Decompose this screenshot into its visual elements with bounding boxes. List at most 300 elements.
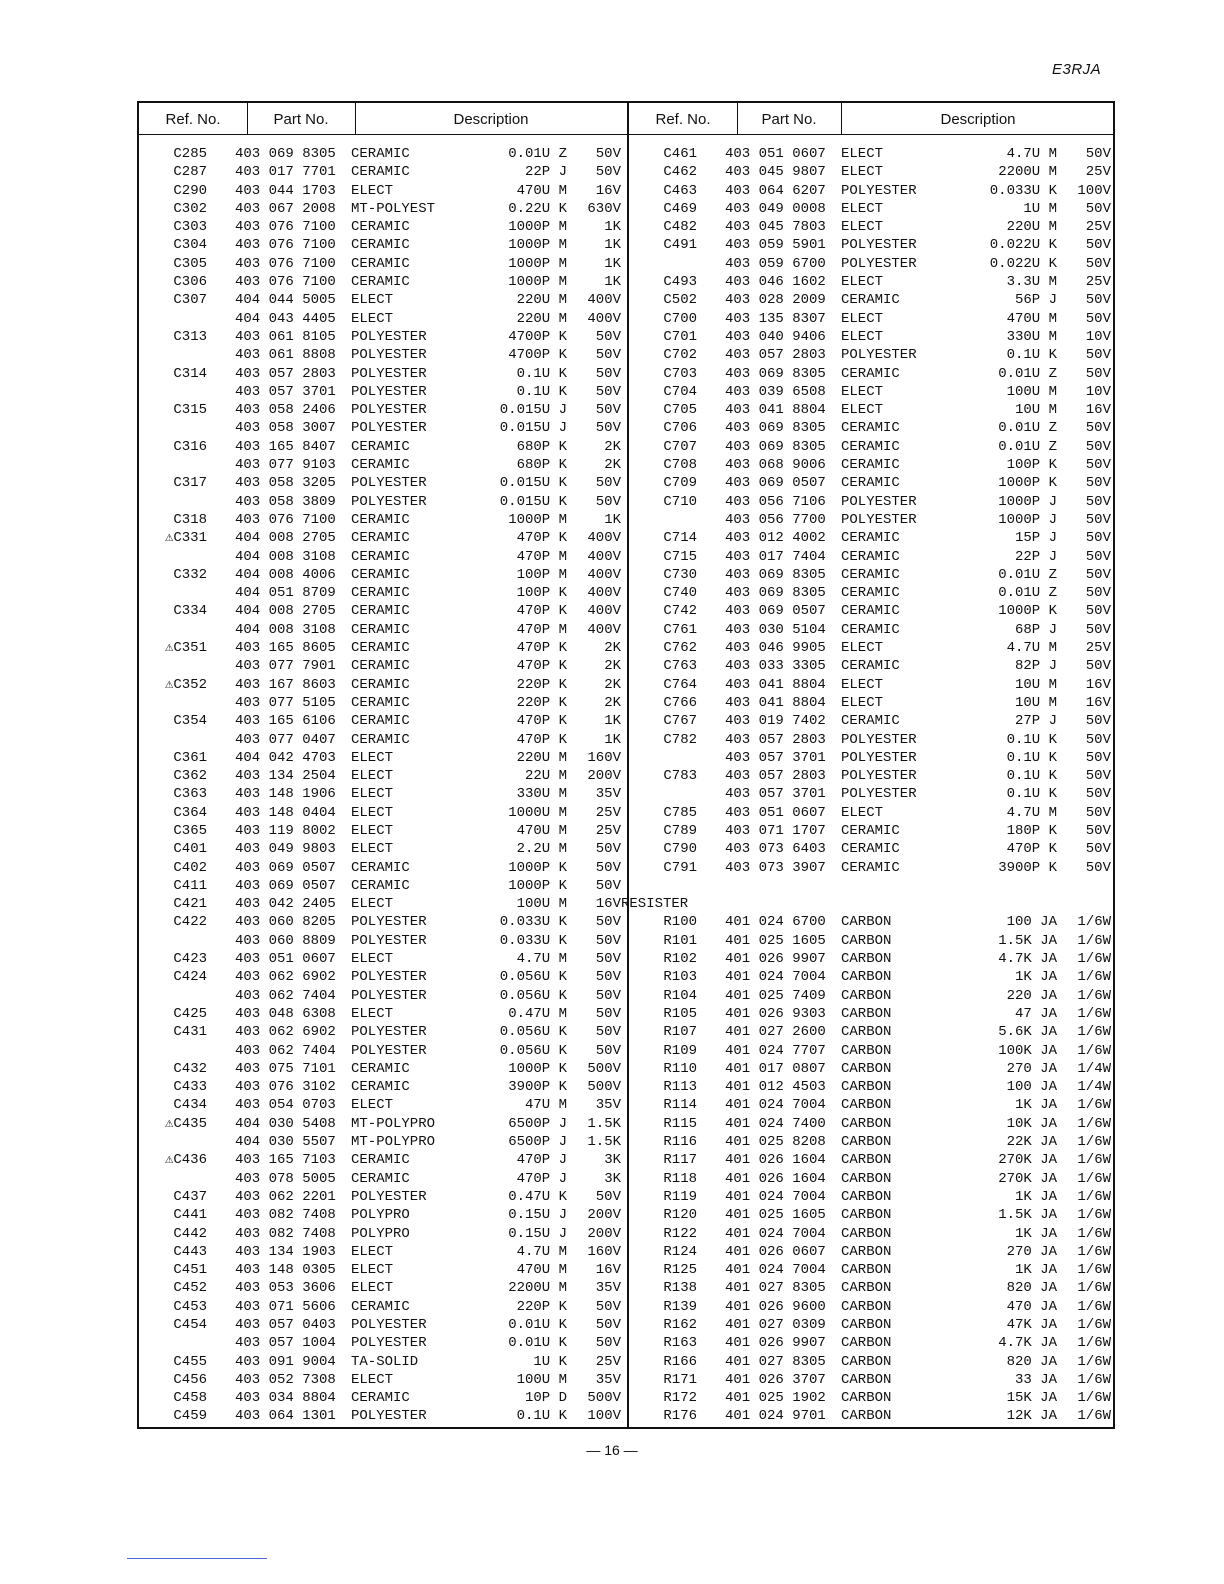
ref-cell: C706 xyxy=(663,420,697,437)
rating-cell: 3K xyxy=(604,1152,621,1169)
part-no-cell: 403 045 7803 xyxy=(725,219,826,236)
table-row xyxy=(629,511,1117,529)
ref-cell: C463 xyxy=(663,182,697,199)
value-cell: 470P J xyxy=(516,1170,567,1187)
value-cell: 2.2U M xyxy=(516,841,567,858)
value-cell: 1000P M xyxy=(508,219,567,236)
rating-cell: 35V xyxy=(595,1280,621,1297)
type-cell: CERAMIC xyxy=(351,1170,410,1187)
value-cell: 470P J xyxy=(516,1152,567,1169)
part-no-cell: 403 077 7901 xyxy=(235,658,336,675)
ref-cell: R104 xyxy=(663,987,697,1004)
value-cell: 220U M xyxy=(516,749,567,766)
rating-cell: 1/6W xyxy=(1077,1024,1111,1041)
value-cell: 100K JA xyxy=(998,1042,1057,1059)
table-row xyxy=(139,328,627,346)
rating-cell: 50V xyxy=(1085,603,1111,620)
ref-cell: ⚠C351 xyxy=(164,640,207,657)
type-cell: POLYESTER xyxy=(351,420,427,437)
table-row xyxy=(139,474,627,492)
rating-cell: 500V xyxy=(587,1060,621,1077)
part-no-cell: 403 077 5105 xyxy=(235,694,336,711)
ref-cell: C469 xyxy=(663,200,697,217)
part-no-cell: 403 041 8804 xyxy=(725,402,826,419)
table-row xyxy=(629,236,1117,254)
table-row xyxy=(139,438,627,456)
part-no-cell: 401 026 1604 xyxy=(725,1170,826,1187)
rating-cell: 50V xyxy=(1085,438,1111,455)
value-cell: 220 JA xyxy=(1006,987,1057,1004)
type-cell: ELECT xyxy=(351,1371,394,1388)
part-no-cell: 403 062 7404 xyxy=(235,987,336,1004)
rating-cell: 50V xyxy=(1085,420,1111,437)
rating-cell: 50V xyxy=(595,841,621,858)
type-cell: ELECT xyxy=(351,1262,394,1279)
part-no-cell: 403 042 2405 xyxy=(235,896,336,913)
part-no-cell: 403 076 7100 xyxy=(235,255,336,272)
type-cell: CERAMIC xyxy=(841,420,900,437)
type-cell: POLYESTER xyxy=(841,731,917,748)
header-ref-left: Ref. No. xyxy=(165,111,221,128)
table-row xyxy=(139,566,627,584)
value-cell: 470P M xyxy=(516,621,567,638)
type-cell: CERAMIC xyxy=(351,676,410,693)
ref-cell: R113 xyxy=(663,1079,697,1096)
value-cell: 0.01U Z xyxy=(998,438,1057,455)
rating-cell: 400V xyxy=(587,292,621,309)
type-cell: ELECT xyxy=(841,676,884,693)
table-row xyxy=(139,1279,627,1297)
table-row xyxy=(139,346,627,364)
type-cell: CARBON xyxy=(841,1115,892,1132)
part-no-cell: 403 012 4002 xyxy=(725,530,826,547)
part-no-cell: 403 034 8804 xyxy=(235,1390,336,1407)
part-no-cell: 403 033 3305 xyxy=(725,658,826,675)
value-cell: 3900P K xyxy=(508,1079,567,1096)
ref-cell: R171 xyxy=(663,1371,697,1388)
ref-cell: C307 xyxy=(173,292,207,309)
type-cell: CERAMIC xyxy=(351,1152,410,1169)
rating-cell: 1/6W xyxy=(1077,1005,1111,1022)
part-no-cell: 403 075 7101 xyxy=(235,1060,336,1077)
header-desc-left: Description xyxy=(453,111,529,128)
table-row xyxy=(629,1261,1117,1279)
type-cell: CERAMIC xyxy=(351,713,410,730)
rating-cell: 1/4W xyxy=(1077,1060,1111,1077)
type-cell: CERAMIC xyxy=(841,585,900,602)
rating-cell: 50V xyxy=(595,1335,621,1352)
value-cell: 0.015U J xyxy=(499,402,567,419)
table-row xyxy=(139,822,627,840)
part-no-cell: 403 060 8809 xyxy=(235,932,336,949)
part-no-cell: 403 071 5606 xyxy=(235,1298,336,1315)
ref-cell: C437 xyxy=(173,1188,207,1205)
part-no-cell: 401 026 1604 xyxy=(725,1152,826,1169)
ref-cell: C789 xyxy=(663,822,697,839)
type-cell: POLYESTER xyxy=(351,1188,427,1205)
type-cell: ELECT xyxy=(351,841,394,858)
rating-cell: 1/4W xyxy=(1077,1079,1111,1096)
rating-cell: 50V xyxy=(1085,237,1111,254)
table-row xyxy=(629,255,1117,273)
table-row xyxy=(629,1206,1117,1224)
part-no-cell: 403 057 2803 xyxy=(725,347,826,364)
table-row xyxy=(629,1133,1117,1151)
table-row xyxy=(139,731,627,749)
ref-cell: R105 xyxy=(663,1005,697,1022)
table-row xyxy=(629,1225,1117,1243)
table-row xyxy=(139,419,627,437)
type-cell: POLYESTER xyxy=(841,493,917,510)
rating-cell: 1K xyxy=(604,274,621,291)
table-row xyxy=(629,1353,1117,1371)
value-cell: 15P J xyxy=(1014,530,1057,547)
part-no-cell: 403 053 3606 xyxy=(235,1280,336,1297)
ref-cell: R117 xyxy=(663,1152,697,1169)
rating-cell: 10V xyxy=(1085,383,1111,400)
part-no-cell: 403 069 8305 xyxy=(725,566,826,583)
rating-cell: 50V xyxy=(1085,822,1111,839)
part-no-cell: 404 008 2705 xyxy=(235,530,336,547)
type-cell: CARBON xyxy=(841,1390,892,1407)
rating-cell: 50V xyxy=(595,1042,621,1059)
type-cell: POLYESTER xyxy=(351,1042,427,1059)
rating-cell: 50V xyxy=(1085,146,1111,162)
rating-cell: 50V xyxy=(595,1024,621,1041)
type-cell: CERAMIC xyxy=(841,603,900,620)
table-row xyxy=(629,859,1117,877)
type-cell: ELECT xyxy=(351,768,394,785)
rating-cell: 50V xyxy=(1085,292,1111,309)
value-cell: 100U M xyxy=(516,1371,567,1388)
value-cell: 4.7K JA xyxy=(998,1335,1057,1352)
rating-cell: 25V xyxy=(1085,274,1111,291)
type-cell: MT-POLYPRO xyxy=(351,1134,436,1151)
ref-cell: C459 xyxy=(173,1408,207,1425)
rating-cell: 50V xyxy=(1085,310,1111,327)
part-no-cell: 403 077 0407 xyxy=(235,731,336,748)
type-cell: ELECT xyxy=(841,274,884,291)
table-row xyxy=(139,1133,627,1151)
table-row xyxy=(629,804,1117,822)
rating-cell: 1/6W xyxy=(1077,1152,1111,1169)
table-row xyxy=(139,1407,627,1425)
ref-cell: R100 xyxy=(663,914,697,931)
part-no-cell: 401 027 8305 xyxy=(725,1353,826,1370)
table-row xyxy=(629,383,1117,401)
ref-cell: C451 xyxy=(173,1262,207,1279)
table-row xyxy=(629,602,1117,620)
table-row xyxy=(629,749,1117,767)
value-cell: 270K JA xyxy=(998,1170,1057,1187)
table-row xyxy=(139,1316,627,1334)
ref-cell: C462 xyxy=(663,164,697,181)
type-cell: MT-POLYPRO xyxy=(351,1115,436,1132)
type-cell: CERAMIC xyxy=(351,146,410,162)
rating-cell: 2K xyxy=(604,640,621,657)
type-cell: CERAMIC xyxy=(351,877,410,894)
value-cell: 1U M xyxy=(1023,200,1057,217)
value-cell: 1000U M xyxy=(508,804,567,821)
type-cell: ELECT xyxy=(841,383,884,400)
value-cell: 22P J xyxy=(1014,548,1057,565)
rating-cell: 50V xyxy=(595,420,621,437)
table-row xyxy=(629,1316,1117,1334)
type-cell: ELECT xyxy=(841,640,884,657)
ref-cell: C708 xyxy=(663,457,697,474)
type-cell: CARBON xyxy=(841,1188,892,1205)
ref-cell: C766 xyxy=(663,694,697,711)
part-no-cell: 403 056 7700 xyxy=(725,511,826,528)
ref-cell: R115 xyxy=(663,1115,697,1132)
type-cell: CERAMIC xyxy=(351,530,410,547)
part-no-cell: 401 026 9907 xyxy=(725,951,826,968)
type-cell: POLYPRO xyxy=(351,1225,410,1242)
type-cell: ELECT xyxy=(841,804,884,821)
value-cell: 47 JA xyxy=(1014,1005,1057,1022)
value-cell: 1.5K JA xyxy=(998,1207,1057,1224)
type-cell: CARBON xyxy=(841,1079,892,1096)
ref-cell: C305 xyxy=(173,255,207,272)
ref-cell: C290 xyxy=(173,182,207,199)
part-no-cell: 403 076 7100 xyxy=(235,219,336,236)
rating-cell: 1/6W xyxy=(1077,1170,1111,1187)
rating-cell: 100V xyxy=(1077,182,1111,199)
ref-cell: C740 xyxy=(663,585,697,602)
ref-cell: C791 xyxy=(663,859,697,876)
value-cell: 1K JA xyxy=(1014,1097,1057,1114)
rating-cell: 1/6W xyxy=(1077,1298,1111,1315)
rating-cell: 50V xyxy=(1085,768,1111,785)
table-row xyxy=(629,1389,1117,1407)
ref-cell: C790 xyxy=(663,841,697,858)
ref-cell: C701 xyxy=(663,328,697,345)
value-cell: 0.47U K xyxy=(508,1188,567,1205)
part-no-cell: 403 048 6308 xyxy=(235,1005,336,1022)
part-no-cell: 404 043 4405 xyxy=(235,310,336,327)
rating-cell: 16V xyxy=(1085,402,1111,419)
table-row xyxy=(139,1115,627,1133)
table-row xyxy=(139,511,627,529)
value-cell: 0.022U K xyxy=(989,255,1057,272)
rating-cell: 50V xyxy=(1085,530,1111,547)
ref-cell: C704 xyxy=(663,383,697,400)
type-cell: CARBON xyxy=(841,1024,892,1041)
rating-cell: 35V xyxy=(595,1371,621,1388)
value-cell: 0.1U K xyxy=(1006,347,1057,364)
rating-cell: 50V xyxy=(595,164,621,181)
ref-cell: C314 xyxy=(173,365,207,382)
table-row xyxy=(139,529,627,547)
value-cell: 100U M xyxy=(516,896,567,913)
type-cell: CARBON xyxy=(841,1042,892,1059)
part-no-cell: 401 025 1605 xyxy=(725,1207,826,1224)
value-cell: 270 JA xyxy=(1006,1060,1057,1077)
part-no-cell: 403 148 0404 xyxy=(235,804,336,821)
ref-cell: C458 xyxy=(173,1390,207,1407)
table-row xyxy=(629,676,1117,694)
type-cell: CERAMIC xyxy=(841,658,900,675)
table-row xyxy=(629,419,1117,437)
type-cell: CERAMIC xyxy=(841,713,900,730)
ref-cell: R118 xyxy=(663,1170,697,1187)
part-no-cell: 403 165 8605 xyxy=(235,640,336,657)
type-cell: POLYESTER xyxy=(841,255,917,272)
part-no-cell: 403 030 5104 xyxy=(725,621,826,638)
ref-cell: R138 xyxy=(663,1280,697,1297)
table-row xyxy=(139,1298,627,1316)
table-row xyxy=(629,1243,1117,1261)
type-cell: CARBON xyxy=(841,1280,892,1297)
type-cell: ELECT xyxy=(351,1097,394,1114)
value-cell: 47K JA xyxy=(1006,1317,1057,1333)
part-no-cell: 404 044 5005 xyxy=(235,292,336,309)
value-cell: 0.01U Z xyxy=(998,585,1057,602)
table-row xyxy=(139,1225,627,1243)
part-no-cell: 403 046 1602 xyxy=(725,274,826,291)
type-cell: ELECT xyxy=(351,951,394,968)
table-row xyxy=(629,1170,1117,1188)
ref-cell: C332 xyxy=(173,566,207,583)
rating-cell: 1/6W xyxy=(1077,1207,1111,1224)
type-cell: CERAMIC xyxy=(351,585,410,602)
part-no-cell: 403 165 7103 xyxy=(235,1152,336,1169)
table-row xyxy=(139,1023,627,1041)
ref-cell: C767 xyxy=(663,713,697,730)
rating-cell: 50V xyxy=(1085,859,1111,876)
type-cell: POLYESTER xyxy=(841,768,917,785)
rating-cell: 630V xyxy=(587,200,621,217)
type-cell: ELECT xyxy=(841,146,884,162)
ref-cell: C761 xyxy=(663,621,697,638)
table-row xyxy=(629,987,1117,1005)
table-row xyxy=(139,291,627,309)
type-cell: ELECT xyxy=(351,786,394,803)
rating-cell: 1.5K xyxy=(587,1115,621,1132)
type-cell: CERAMIC xyxy=(841,365,900,382)
rating-cell: 2K xyxy=(604,676,621,693)
header-part-left: Part No. xyxy=(273,111,329,128)
ref-cell: C317 xyxy=(173,475,207,492)
ref-cell: C354 xyxy=(173,713,207,730)
value-cell: 1000P J xyxy=(998,511,1057,528)
type-cell: POLYESTER xyxy=(351,987,427,1004)
value-cell: 0.056U K xyxy=(499,969,567,986)
ref-cell: C361 xyxy=(173,749,207,766)
ref-cell: R162 xyxy=(663,1317,697,1333)
table-row xyxy=(139,657,627,675)
value-cell: 270K JA xyxy=(998,1152,1057,1169)
value-cell: 680P K xyxy=(516,457,567,474)
rating-cell: 400V xyxy=(587,603,621,620)
type-cell: POLYESTER xyxy=(351,932,427,949)
rating-cell: 35V xyxy=(595,1097,621,1114)
value-cell: 1K JA xyxy=(1014,1225,1057,1242)
table-row xyxy=(139,1078,627,1096)
rating-cell: 50V xyxy=(595,365,621,382)
rating-cell: 50V xyxy=(595,328,621,345)
ref-cell: C425 xyxy=(173,1005,207,1022)
part-no-cell: 403 076 7100 xyxy=(235,511,336,528)
part-no-cell: 403 077 9103 xyxy=(235,457,336,474)
value-cell: 0.033U K xyxy=(499,914,567,931)
part-no-cell: 401 026 9600 xyxy=(725,1298,826,1315)
ref-cell: C714 xyxy=(663,530,697,547)
rating-cell: 100V xyxy=(587,1408,621,1425)
table-row xyxy=(139,1206,627,1224)
rating-cell: 50V xyxy=(1085,621,1111,638)
type-cell: POLYESTER xyxy=(351,1024,427,1041)
ref-cell: R107 xyxy=(663,1024,697,1041)
rating-cell: 1/6W xyxy=(1077,932,1111,949)
type-cell: ELECT xyxy=(351,292,394,309)
rating-cell: 400V xyxy=(587,585,621,602)
type-cell: CARBON xyxy=(841,1134,892,1151)
ref-cell: C454 xyxy=(173,1317,207,1333)
table-row xyxy=(629,328,1117,346)
rating-cell: 25V xyxy=(595,822,621,839)
table-row xyxy=(629,200,1117,218)
rating-cell: 1/6W xyxy=(1077,1353,1111,1370)
page-number: — 16 — xyxy=(586,1442,638,1458)
part-no-cell: 401 024 7004 xyxy=(725,969,826,986)
ref-cell: C364 xyxy=(173,804,207,821)
part-no-cell: 403 017 7701 xyxy=(235,164,336,181)
value-cell: 470U M xyxy=(1006,310,1057,327)
rating-cell: 400V xyxy=(587,530,621,547)
ref-cell: C424 xyxy=(173,969,207,986)
type-cell: ELECT xyxy=(351,1005,394,1022)
part-no-cell: 404 051 8709 xyxy=(235,585,336,602)
part-no-cell: 403 057 3701 xyxy=(235,383,336,400)
value-cell: 12K JA xyxy=(1006,1408,1057,1425)
rating-cell: 50V xyxy=(1085,347,1111,364)
rating-cell: 50V xyxy=(1085,255,1111,272)
ref-cell: R176 xyxy=(663,1408,697,1425)
type-cell: CARBON xyxy=(841,1097,892,1114)
value-cell: 470P M xyxy=(516,548,567,565)
value-cell: 0.47U M xyxy=(508,1005,567,1022)
value-cell: 0.033U K xyxy=(989,182,1057,199)
type-cell: POLYESTER xyxy=(841,182,917,199)
table-row xyxy=(139,1334,627,1352)
value-cell: 10U M xyxy=(1014,676,1057,693)
ref-cell: C315 xyxy=(173,402,207,419)
part-no-cell: 403 057 2803 xyxy=(725,768,826,785)
table-row xyxy=(139,145,627,163)
part-no-cell: 401 017 0807 xyxy=(725,1060,826,1077)
rating-cell: 1K xyxy=(604,713,621,730)
type-cell: POLYESTER xyxy=(841,237,917,254)
value-cell: 220P K xyxy=(516,1298,567,1315)
part-no-cell: 401 026 0607 xyxy=(725,1243,826,1260)
part-no-cell: 403 069 0507 xyxy=(725,475,826,492)
ref-cell: C762 xyxy=(663,640,697,657)
rating-cell: 1/6W xyxy=(1077,1225,1111,1242)
value-cell: 22P J xyxy=(524,164,567,181)
part-no-cell: 403 069 8305 xyxy=(725,420,826,437)
part-no-cell: 403 076 7100 xyxy=(235,237,336,254)
value-cell: 0.033U K xyxy=(499,932,567,949)
ref-cell: C502 xyxy=(663,292,697,309)
value-cell: 0.1U K xyxy=(1006,768,1057,785)
value-cell: 27P J xyxy=(1014,713,1057,730)
part-no-cell: 403 058 3007 xyxy=(235,420,336,437)
part-no-cell: 403 062 6902 xyxy=(235,1024,336,1041)
rating-cell: 1K xyxy=(604,255,621,272)
value-cell: 220U M xyxy=(1006,219,1057,236)
table-row xyxy=(629,731,1117,749)
